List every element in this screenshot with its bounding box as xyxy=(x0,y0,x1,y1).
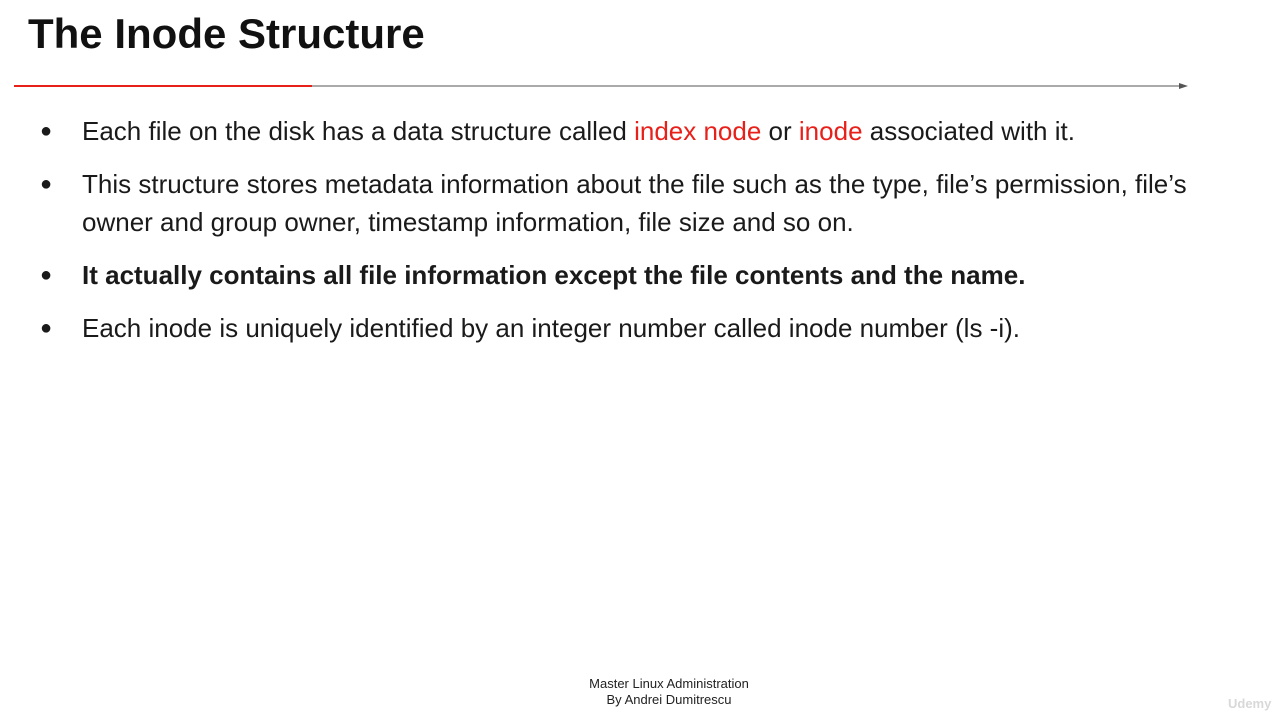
bullet-dot-icon: ● xyxy=(40,264,53,286)
slide-footer xyxy=(540,676,798,708)
bullet-dot-icon: ● xyxy=(40,173,53,195)
footer-author: By Andrei Dumitrescu xyxy=(606,692,732,707)
arrowhead-icon xyxy=(1179,83,1188,89)
bullet-item-3 xyxy=(40,256,1240,294)
bullet-3-text: It actually contains all file information except the file contents and the name. xyxy=(82,260,1026,290)
footer-course-title: Master Linux Administration xyxy=(589,676,749,691)
udemy-watermark: Udemy xyxy=(1228,696,1272,711)
bullet-2-text: This structure stores metadata information about the file such as the type, file’s permission, file’s owner and group owner, timestamp information, file size and so on. xyxy=(82,169,1187,237)
bullet-1-text-c: associated with it. xyxy=(862,116,1075,146)
highlight-index-node: index node xyxy=(634,116,762,146)
highlight-inode: inode xyxy=(798,116,863,146)
bullet-1-text-a: Each file on the disk has a data structure called xyxy=(82,116,635,146)
title-underline-arrow xyxy=(0,78,1280,94)
bullet-1-text-b: or xyxy=(761,116,799,146)
bullet-dot-icon: ● xyxy=(40,120,53,142)
slide-title: The Inode Structure xyxy=(28,10,425,57)
bullet-list xyxy=(40,112,1240,362)
bullet-4-text: Each inode is uniquely identified by an integer number called inode number (ls -i). xyxy=(82,313,1020,343)
bullet-item-1 xyxy=(40,112,1240,150)
bullet-item-4 xyxy=(40,309,1240,347)
bullet-item-2 xyxy=(40,165,1240,241)
bullet-dot-icon: ● xyxy=(40,317,53,339)
